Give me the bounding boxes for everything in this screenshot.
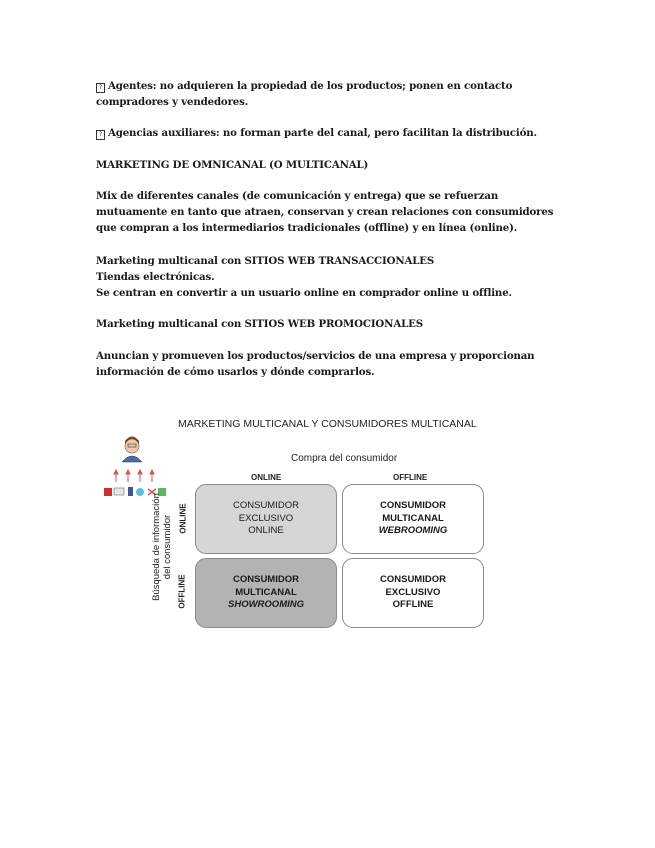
- missing-glyph-icon: ?: [96, 83, 105, 93]
- cell-line: EXCLUSIVO: [238, 512, 294, 524]
- cell-line: CONSUMIDOR: [233, 574, 299, 586]
- missing-glyph-icon: ?: [96, 130, 105, 140]
- promocionales-desc: Anuncian y promueven los productos/servicios de una empresa y proporcionan información de cómo usarlos y dónde comprarlos.: [96, 350, 535, 378]
- figure-subtitle: Compra del consumidor: [291, 453, 398, 464]
- paragraph-promocionales-desc: [96, 348, 566, 380]
- cell-line: MULTICANAL: [382, 512, 444, 524]
- paragraph-transaccionales: [96, 253, 566, 301]
- figure-title: MARKETING MULTICANAL Y CONSUMIDORES MULTICANAL: [178, 418, 477, 430]
- arrows-icon: [114, 470, 154, 482]
- store-icon: [104, 488, 112, 496]
- cell-consumidor-exclusivo-online: [195, 484, 337, 554]
- cell-line: CONSUMIDOR: [380, 574, 446, 586]
- cell-line: OFFLINE: [392, 599, 434, 611]
- paragraph-agentes: [96, 78, 566, 110]
- transaccionales-line2: Se centran en convertir a un usuario online en comprador online u offline.: [96, 287, 512, 299]
- mix-text: Mix de diferentes canales (de comunicación y entrega) que se refuerzan mutuamente en tanto que atraen, conservan y crean relaciones con consumidores que compran a los intermediarios tradicionales (offline) y en línea (online).: [96, 190, 554, 234]
- column-label-online: ONLINE: [251, 473, 282, 482]
- paragraph-mix: [96, 188, 566, 236]
- agentes-text: Agentes: no adquieren la propiedad de los productos; ponen en contacto compradores y vendedores.: [96, 80, 513, 108]
- cell-consumidor-multicanal-webrooming: [342, 484, 484, 554]
- promocionales-title: Marketing multicanal con SITIOS WEB PROMOCIONALES: [96, 318, 423, 330]
- paragraph-promocionales-title: [96, 316, 566, 332]
- paragraph-agencias: [96, 125, 566, 141]
- cell-line: CONSUMIDOR: [233, 500, 299, 512]
- transaccionales-line1: Tiendas electrónicas.: [96, 271, 215, 283]
- agencias-text: Agencias auxiliares: no forman parte del canal, pero facilitan la distribución.: [108, 127, 537, 139]
- cell-line: CONSUMIDOR: [380, 500, 446, 512]
- social-icon: [136, 488, 144, 496]
- row-label-online: ONLINE: [178, 503, 188, 534]
- heading-omnicanal-text: MARKETING DE OMNICANAL (O MULTICANAL): [96, 159, 369, 171]
- multichannel-figure: [96, 396, 489, 634]
- row-label-offline: OFFLINE: [177, 574, 187, 609]
- cell-consumidor-exclusivo-offline: [342, 558, 484, 628]
- cell-line: WEBROOMING: [378, 525, 448, 537]
- column-label-offline: OFFLINE: [393, 473, 428, 482]
- side-axis-label: Búsqueda de información del consumidor: [151, 493, 173, 601]
- web-icon: [114, 488, 124, 495]
- cell-line: ONLINE: [248, 525, 284, 537]
- transaccionales-title: Marketing multicanal con SITIOS WEB TRANSACCIONALES: [96, 255, 435, 267]
- cell-consumidor-multicanal-showrooming: [195, 558, 337, 628]
- heading-omnicanal: [96, 157, 566, 173]
- cell-line: MULTICANAL: [235, 586, 297, 598]
- cell-line: SHOWROOMING: [228, 599, 304, 611]
- mobile-icon: [128, 487, 133, 496]
- cell-line: EXCLUSIVO: [385, 586, 441, 598]
